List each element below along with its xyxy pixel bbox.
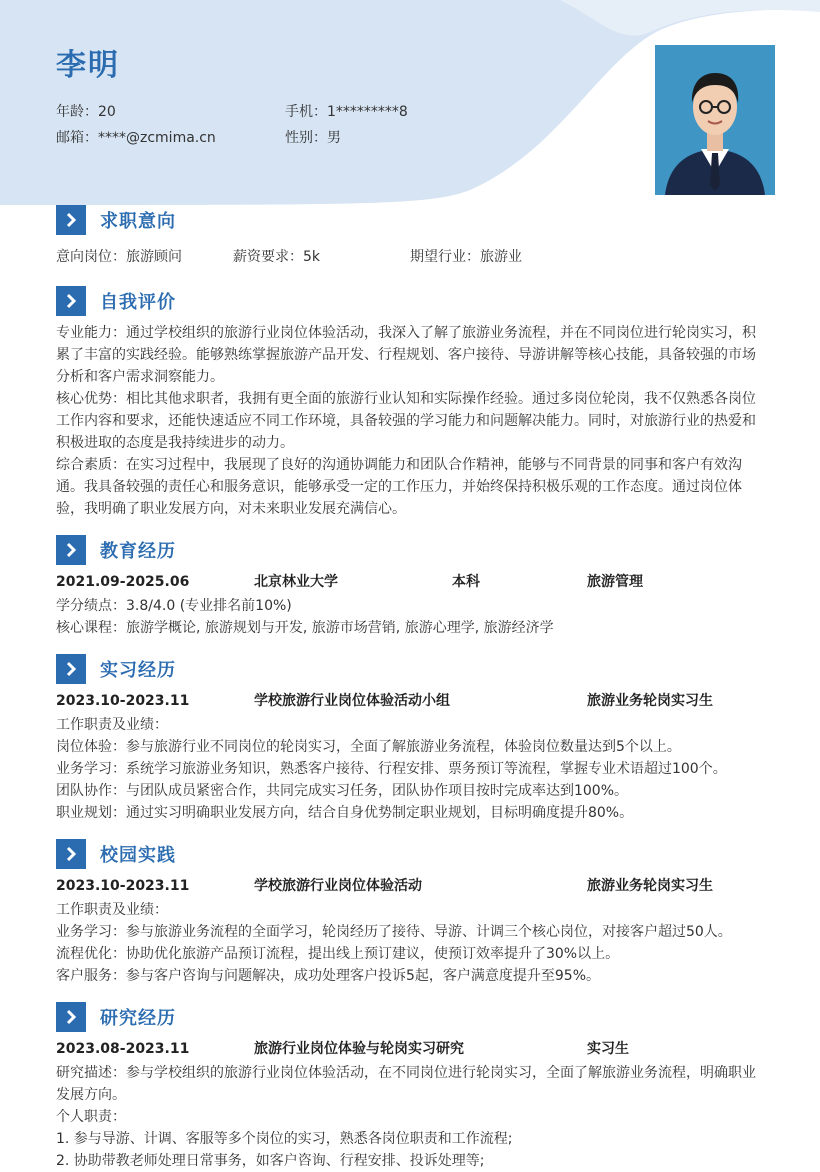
campus-date: 2023.10-2023.11: [56, 878, 190, 894]
research-duty-label: 个人职责：: [56, 1109, 126, 1125]
internship-line: 业务学习：系统学习旅游业务知识，熟悉客户接待、行程安排、票务预订等流程，掌握专业术语超过100个。: [56, 761, 727, 777]
intent-salary: 薪资要求：5k: [233, 249, 321, 265]
email-info: 邮箱：****@zcmima.cn: [56, 130, 216, 146]
self-eval-advantage: 核心优势：相比其他求职者，我拥有更全面的旅游行业认知和实际操作经验。通过多岗位轮岗，我不仅熟悉各岗位工作内容和要求，还能快速适应不同工作环境，具备较强的学习能力和问题解决能力。同时，对旅游行业的热爱和积极进取的态度是我持续进步的动力。: [56, 391, 756, 451]
section-title-text: 教育经历: [100, 541, 176, 562]
candidate-name: 李明: [56, 48, 120, 83]
internship-line: 团队协作：与团队成员紧密合作，共同完成实习任务，团队协作项目按时完成率达到100%。: [56, 783, 629, 799]
internship-line: 职业规划：通过实习明确职业发展方向，结合自身优势制定职业规划，目标明确度提升80%。: [56, 805, 634, 821]
chevron-right-icon: [56, 286, 86, 316]
internship-line: 工作职责及业绩：: [56, 717, 168, 733]
section-title-text: 求职意向: [100, 211, 176, 232]
education-gpa: 学分绩点：3.8/4.0 (专业排名前10%): [56, 598, 292, 614]
campus-line: 流程优化：协助优化旅游产品预订流程，提出线上预订建议，使预订效率提升了30%以上。: [56, 946, 620, 962]
research-date: 2023.08-2023.11: [56, 1041, 190, 1057]
research-duty-item: 1. 参与导游、计调、客服等多个岗位的实习，熟悉各岗位职责和工作流程;: [56, 1131, 513, 1147]
intent-industry: 期望行业：旅游业: [410, 249, 522, 265]
internship-line: 岗位体验：参与旅游行业不同岗位的轮岗实习，全面了解旅游业务流程，体验岗位数量达到5个以上。: [56, 739, 681, 755]
age-info: 年龄：20: [56, 104, 116, 120]
section-research-title: [56, 1002, 176, 1032]
internship-date: 2023.10-2023.11: [56, 693, 190, 709]
phone-info: 手机：1*********8: [285, 104, 408, 120]
chevron-right-icon: [56, 1002, 86, 1032]
section-campus-title: [56, 839, 176, 869]
internship-role: 旅游业务轮岗实习生: [587, 693, 713, 709]
campus-line: 客户服务：参与客户咨询与问题解决，成功处理客户投诉5起，客户满意度提升至95%。: [56, 968, 601, 984]
education-degree: 本科: [452, 574, 480, 590]
campus-org: 学校旅游行业岗位体验活动: [254, 878, 422, 894]
campus-line: 业务学习：参与旅游业务流程的全面学习，轮岗经历了接待、导游、计调三个核心岗位，对接客户超过50人。: [56, 924, 732, 940]
research-duty-item: 2. 协助带教老师处理日常事务，如客户咨询、行程安排、投诉处理等;: [56, 1153, 485, 1169]
education-date: 2021.09-2025.06: [56, 574, 190, 590]
research-description: 研究描述：参与学校组织的旅游行业岗位体验活动，在不同岗位进行轮岗实习，全面了解旅游业务流程，明确职业发展方向。: [56, 1065, 756, 1103]
self-eval-professional: 专业能力：通过学校组织的旅游行业岗位体验活动，我深入了解了旅游业务流程，并在不同岗位进行轮岗实习，积累了丰富的实践经验。能够熟练掌握旅游产品开发、行程规划、客户接待、导游讲解等核心技能，具备较强的市场分析和客户需求洞察能力。: [56, 325, 756, 385]
research-topic: 旅游行业岗位体验与轮岗实习研究: [254, 1041, 464, 1057]
section-title-text: 研究经历: [100, 1008, 176, 1029]
chevron-right-icon: [56, 839, 86, 869]
campus-line: 工作职责及业绩：: [56, 902, 168, 918]
chevron-right-icon: [56, 654, 86, 684]
education-major: 旅游管理: [587, 574, 643, 590]
section-title-text: 实习经历: [100, 660, 176, 681]
section-title-text: 校园实践: [100, 845, 176, 866]
gender-info: 性别：男: [285, 130, 341, 146]
section-education-title: [56, 535, 176, 565]
education-school: 北京林业大学: [254, 574, 338, 590]
profile-photo: [655, 45, 775, 195]
research-role: 实习生: [587, 1041, 629, 1057]
section-self-title: [56, 286, 176, 316]
section-internship-title: [56, 654, 176, 684]
internship-org: 学校旅游行业岗位体验活动小组: [254, 693, 450, 709]
campus-role: 旅游业务轮岗实习生: [587, 878, 713, 894]
self-eval-quality: 综合素质：在实习过程中，我展现了良好的沟通协调能力和团队合作精神，能够与不同背景的同事和客户有效沟通。我具备较强的责任心和服务意识，能够承受一定的工作压力，并始终保持积极乐观的工作态度。通过岗位体验，我明确了职业发展方向，对未来职业发展充满信心。: [56, 457, 742, 517]
intent-position: 意向岗位：旅游顾问: [56, 249, 182, 265]
section-title-text: 自我评价: [100, 292, 176, 313]
section-intent-title: [56, 205, 176, 235]
education-courses: 核心课程：旅游学概论, 旅游规划与开发, 旅游市场营销, 旅游心理学, 旅游经济学: [56, 620, 554, 636]
chevron-right-icon: [56, 205, 86, 235]
chevron-right-icon: [56, 535, 86, 565]
